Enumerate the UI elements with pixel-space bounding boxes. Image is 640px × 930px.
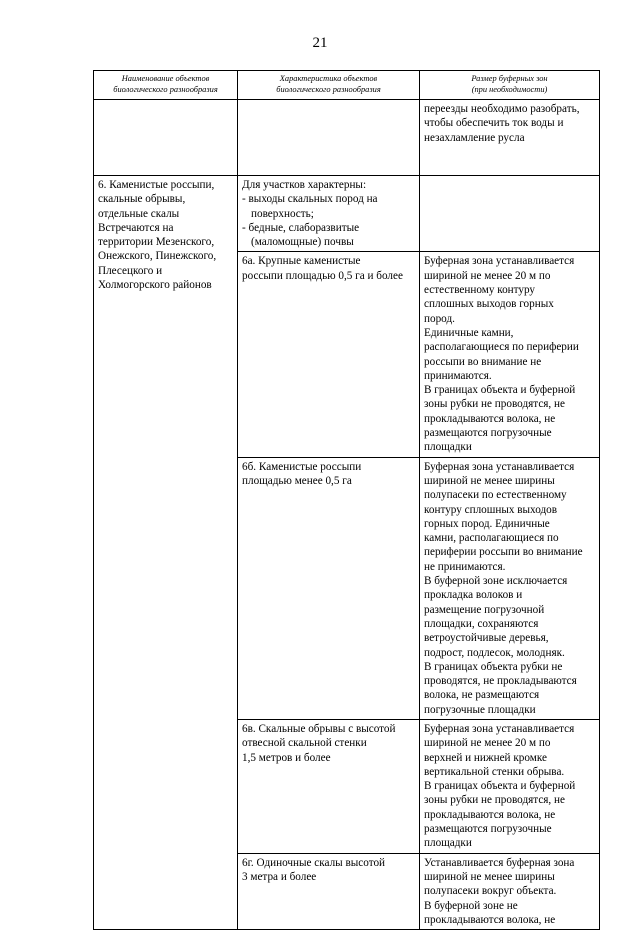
cell-line: Буферная зона устанавливается [424, 722, 575, 735]
cell-line: чтобы обеспечить ток воды и [424, 117, 564, 130]
cell-line: зоны рубки не проводятся, не [424, 398, 565, 411]
table-row-object-6 [94, 176, 600, 252]
cell-line: В буферной зоне не [424, 899, 518, 912]
cell-line: прокладываются волока, не [424, 412, 556, 425]
subrow-6v-zone-cell [420, 719, 600, 853]
object-6-characteristics-cell [238, 176, 420, 252]
cell-line: 6б. Каменистые россыпи [242, 460, 362, 473]
cell-line: площадки [424, 441, 472, 454]
continuation-zone-cell [420, 100, 600, 176]
header-line: Наименование объектов [121, 74, 210, 83]
cell-line: отвесной скальной стенки [242, 737, 367, 750]
header-line: биологического разнообразия [276, 84, 381, 94]
cell-line: шириной не менее ширины [424, 870, 555, 883]
cell-line: погрузочные площадки [424, 703, 536, 716]
subrow-6v-characteristics-cell [238, 719, 420, 853]
cell-line: 6г. Одиночные скалы высотой [242, 856, 386, 869]
cell-line: Встречаются на [98, 221, 174, 234]
cell-line: не принимаются. [424, 560, 506, 573]
subrow-6g-characteristics-cell [238, 853, 420, 929]
cell-line: размещаются погрузочные [424, 427, 552, 440]
cell-line: пород. [424, 312, 455, 325]
cell-line: отдельные скалы [98, 207, 180, 220]
cell-line: 6. Каменистые россыпи, [98, 179, 215, 191]
cell-line: прокладка волоков и [424, 589, 523, 602]
cell-line: скальные обрывы, [98, 193, 186, 206]
header-line: Характеристика объектов [279, 74, 378, 83]
table-row-continuation [94, 100, 600, 176]
cell-line: размещение погрузочной [424, 603, 545, 616]
cell-line: шириной не менее ширины [424, 474, 555, 487]
cell-line: зоны рубки не проводятся, не [424, 794, 565, 807]
cell-line: ветроустойчивые деревья, [424, 632, 549, 645]
cell-line: - выходы скальных пород на [242, 193, 378, 206]
cell-line: 3 метра и более [242, 870, 317, 883]
continuation-name-cell [94, 100, 238, 176]
cell-line: В границах объекта и буферной [424, 384, 576, 397]
page-number: 21 [312, 35, 328, 51]
cell-line: Плесецкого и [98, 264, 163, 277]
cell-line: верхней и нижней кромке [424, 751, 547, 764]
object-6-name-cell [94, 176, 238, 930]
cell-line: Онежского, Пинежского, [98, 250, 217, 263]
header-line: (при необходимости) [471, 84, 548, 94]
subrow-6g-zone-cell [420, 853, 600, 929]
cell-line: сплошных выходов горных [424, 298, 554, 311]
biodiversity-table [93, 70, 600, 930]
table-header-row [94, 71, 600, 100]
cell-line: контуру сплошных выходов [424, 503, 558, 516]
header-object-name [94, 71, 238, 100]
cell-line: периферии россыпи во внимание [424, 546, 583, 559]
cell-line: камни, располагающиеся по [424, 532, 559, 545]
cell-line: Буферная зона устанавливается [424, 255, 575, 268]
cell-line: незахламление русла [424, 131, 525, 144]
cell-line: естественному контуру [424, 284, 536, 297]
cell-line: размещаются погрузочные [424, 823, 552, 836]
cell-line: 6а. Крупные каменистые [242, 255, 361, 268]
cell-line: 1,5 метров и более [242, 751, 331, 764]
subrow-6b-characteristics-cell [238, 457, 420, 719]
cell-line: площадки [424, 837, 472, 850]
cell-line: Для участков характерны: [242, 179, 367, 191]
cell-line: полупасеки вокруг объекта. [424, 885, 557, 898]
cell-line: россыпи во внимание не [424, 355, 542, 368]
cell-line: россыпи площадью 0,5 га и более [242, 269, 403, 282]
subrow-6a-characteristics-cell [238, 252, 420, 457]
cell-line: В границах объекта и буферной [424, 780, 576, 793]
cell-line: располагающиеся по периферии [424, 341, 579, 354]
cell-line: принимаются. [424, 369, 492, 382]
cell-line: шириной не менее 20 м по [424, 269, 551, 282]
cell-line: прокладываются волока, не [424, 913, 556, 926]
header-line: Размер буферных зон [471, 74, 548, 83]
cell-line: Буферная зона устанавливается [424, 460, 575, 473]
cell-line: Холмогорского районов [98, 279, 212, 292]
cell-line: подрост, подлесок, молодняк. [424, 646, 565, 659]
cell-line: В границах объекта рубки не [424, 660, 563, 673]
cell-line: В буферной зоне исключается [424, 575, 568, 588]
object-6-zone-cell [420, 176, 600, 252]
header-buffer-zone-size [420, 71, 600, 100]
header-line: биологического разнообразия [113, 84, 218, 94]
cell-line: Единичные камни, [424, 326, 514, 339]
cell-line: площадки, сохраняются [424, 617, 539, 630]
cell-line: волока, не размещаются [424, 689, 540, 702]
continuation-characteristics-cell [238, 100, 420, 176]
cell-line: вертикальной стенки обрыва. [424, 765, 565, 778]
subrow-6a-zone-cell [420, 252, 600, 457]
cell-line: территории Мезенского, [98, 236, 215, 249]
cell-line: 6в. Скальные обрывы с высотой [242, 722, 396, 735]
cell-line: - бедные, слаборазвитые [242, 221, 360, 234]
cell-line: полупасеки по естественному [424, 489, 567, 502]
subrow-6b-zone-cell [420, 457, 600, 719]
cell-line: шириной не менее 20 м по [424, 737, 551, 750]
cell-line: проводятся, не прокладываются [424, 675, 577, 688]
cell-line: поверхность; [251, 207, 314, 220]
cell-line: горных пород. Единичные [424, 517, 550, 530]
cell-line: переезды необходимо разобрать, [424, 103, 580, 115]
cell-line: (маломощные) почвы [251, 236, 354, 249]
cell-line: Устанавливается буферная зона [424, 856, 575, 869]
cell-line: площадью менее 0,5 га [242, 474, 352, 487]
cell-line: прокладываются волока, не [424, 808, 556, 821]
header-object-characteristics [238, 71, 420, 100]
